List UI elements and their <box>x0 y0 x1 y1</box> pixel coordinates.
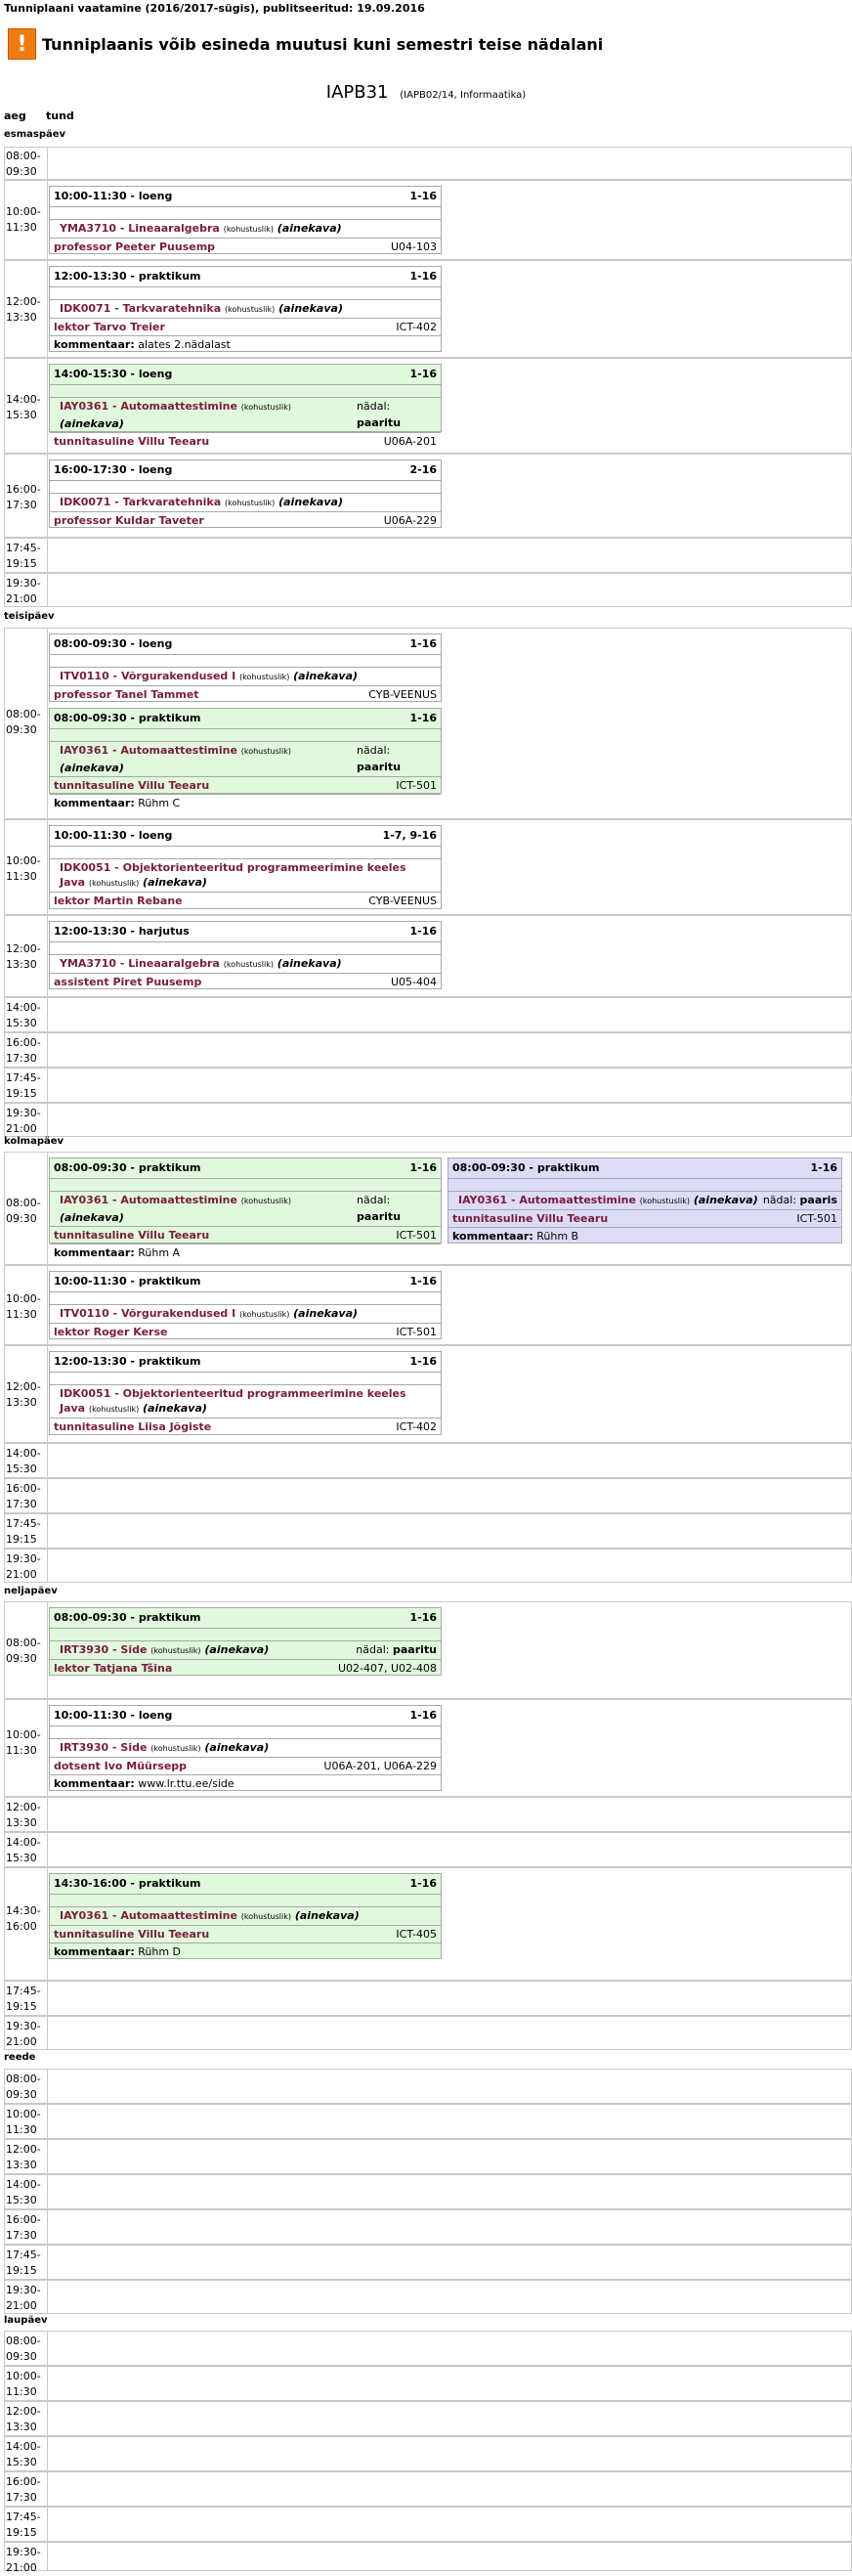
teacher-link[interactable]: lektor Roger Kerse <box>54 1326 168 1338</box>
time-label: 16:00- 17:30 <box>6 1036 41 1065</box>
comment-label: kommentaar: <box>452 1230 533 1243</box>
time-label: 14:00- 15:30 <box>6 2440 41 2468</box>
subject-link[interactable]: ITV0110 - Võrgurakendused I <box>60 670 236 682</box>
teacher-link[interactable]: tunnitasuline Villu Teearu <box>54 1229 210 1242</box>
exclamation-icon: ! <box>8 28 36 60</box>
comment-label: kommentaar: <box>54 797 135 809</box>
time-label: 10:00- 11:30 <box>6 2370 41 2398</box>
subject-link[interactable]: IAY0361 - Automaattestimine <box>60 744 237 757</box>
time-label: 19:30- 21:00 <box>6 1107 41 1135</box>
time-row <box>4 1068 852 1103</box>
lesson-time-type: 08:00-09:30 - praktikum <box>452 1161 600 1174</box>
lesson-time-type: 08:00-09:30 - loeng <box>54 637 173 650</box>
time-row <box>4 2016 852 2050</box>
time-row <box>4 819 852 915</box>
lesson-weeks: 1-16 <box>409 1355 437 1368</box>
lesson-time-type: 12:00-13:30 - harjutus <box>54 925 190 938</box>
subject-link[interactable]: IAY0361 - Automaattestimine <box>458 1194 636 1206</box>
time-label: 16:00- 17:30 <box>6 483 41 511</box>
room: CYB-VEENUS <box>368 688 437 701</box>
room: ICT-501 <box>396 779 437 792</box>
room: U05-404 <box>390 976 437 988</box>
time-label: 10:00- 11:30 <box>6 205 41 234</box>
syllabus-link[interactable]: (ainekava) <box>278 302 343 315</box>
lesson-card[interactable] <box>49 921 442 989</box>
teacher-link[interactable]: tunnitasuline Villu Teearu <box>54 435 210 448</box>
room: ICT-402 <box>396 1420 437 1433</box>
time-row <box>4 1797 852 1832</box>
time-row <box>4 1345 852 1443</box>
teacher-link[interactable]: assistent Piret Puusemp <box>54 976 202 988</box>
lesson-time-type: 10:00-11:30 - praktikum <box>54 1275 201 1288</box>
lesson-card[interactable] <box>49 266 442 352</box>
mandatory-label: (kohustuslik) <box>150 1646 201 1655</box>
time-row <box>4 1867 852 1981</box>
lesson-weeks: 1-16 <box>409 712 437 724</box>
time-label: 08:00- 09:30 <box>6 150 41 178</box>
teacher-link[interactable]: dotsent Ivo Müürsepp <box>54 1760 188 1772</box>
lesson-time-type: 12:00-13:30 - praktikum <box>54 1355 201 1368</box>
lesson-weeks: 1-16 <box>409 270 437 283</box>
teacher-link[interactable]: professor Tanel Tammet <box>54 688 199 701</box>
time-label: 16:00- 17:30 <box>6 1482 41 1510</box>
subject-link-cont[interactable]: Java <box>60 876 86 889</box>
time-label: 14:00- 15:30 <box>6 1001 41 1029</box>
room: CYB-VEENUS <box>368 895 437 907</box>
time-row <box>4 147 852 180</box>
subject-link-cont[interactable]: Java <box>60 1402 86 1415</box>
teacher-link[interactable]: tunnitasuline Villu Teearu <box>452 1212 609 1225</box>
room: ICT-402 <box>396 321 437 333</box>
mandatory-label: (kohustuslik) <box>88 1405 140 1414</box>
subject-link[interactable]: IAY0361 - Automaattestimine <box>60 400 237 413</box>
time-label: 12:00- 13:30 <box>6 2143 41 2171</box>
week-label: nädal: <box>357 744 391 757</box>
lesson-weeks: 1-16 <box>810 1161 837 1174</box>
time-label: 10:00- 11:30 <box>6 854 41 883</box>
lesson-weeks: 1-16 <box>409 190 437 202</box>
mandatory-label: (kohustuslik) <box>150 1744 201 1753</box>
syllabus-link[interactable]: (ainekava) <box>60 417 124 430</box>
room: ICT-405 <box>396 1928 437 1941</box>
time-label: 14:00- 15:30 <box>6 2178 41 2206</box>
subject-link[interactable]: IRT3930 - Side <box>60 1741 148 1754</box>
teacher-link[interactable]: tunnitasuline Liisa Jõgiste <box>54 1420 212 1433</box>
time-row <box>4 2104 852 2139</box>
time-label: 14:00- 15:30 <box>6 393 41 421</box>
time-label: 19:30- 21:00 <box>6 2546 41 2574</box>
time-row <box>4 1832 852 1867</box>
teacher-link[interactable]: lektor Tarvo Treier <box>54 321 165 333</box>
time-row <box>4 2069 852 2104</box>
week-type: paaritu <box>357 1210 402 1223</box>
time-label: 10:00- 11:30 <box>6 2108 41 2136</box>
comment-label: kommentaar: <box>54 338 135 351</box>
time-row <box>4 1981 852 2016</box>
time-row <box>4 1152 852 1265</box>
time-label: 17:45- 19:15 <box>6 2249 41 2277</box>
mandatory-label: (kohustuslik) <box>239 1310 290 1319</box>
mandatory-label: (kohustuslik) <box>239 673 290 681</box>
time-label: 17:45- 19:15 <box>6 2511 41 2539</box>
time-label: 16:00- 17:30 <box>6 2475 41 2504</box>
time-row <box>4 2280 852 2314</box>
lesson-weeks: 1-16 <box>409 637 437 650</box>
week-label: nädal: <box>356 1643 390 1656</box>
time-label: 10:00- 11:30 <box>6 1728 41 1757</box>
teacher-link[interactable]: lektor Martin Rebane <box>54 895 183 907</box>
syllabus-link[interactable]: (ainekava) <box>60 1211 124 1224</box>
lesson-time-type: 16:00-17:30 - loeng <box>54 463 173 476</box>
week-type: paaritu <box>357 416 402 429</box>
time-row <box>4 1443 852 1478</box>
lesson-weeks: 1-16 <box>409 1275 437 1288</box>
time-label: 08:00- 09:30 <box>6 2335 41 2363</box>
lesson-weeks: 2-16 <box>409 463 437 476</box>
lesson-time-type: 14:30-16:00 - praktikum <box>54 1877 201 1890</box>
mandatory-label: (kohustuslik) <box>240 1912 291 1921</box>
time-row <box>4 1513 852 1549</box>
syllabus-link[interactable]: (ainekava) <box>143 876 207 889</box>
time-label: 08:00- 09:30 <box>6 1197 41 1225</box>
lesson-card[interactable] <box>49 459 442 528</box>
week-label: nädal: <box>357 1194 391 1206</box>
teacher-link[interactable]: tunnitasuline Villu Teearu <box>54 779 210 792</box>
room: U04-103 <box>390 240 437 253</box>
time-row <box>4 358 852 454</box>
lesson-weeks: 1-16 <box>409 1709 437 1722</box>
syllabus-link[interactable]: (ainekava) <box>277 957 342 970</box>
time-row <box>4 2245 852 2280</box>
time-label: 12:00- 13:30 <box>6 1380 41 1409</box>
room: U06A-201, U06A-229 <box>323 1760 437 1772</box>
day-label-thursday: neljapäev <box>4 1586 58 1596</box>
time-label: 08:00- 09:30 <box>6 1637 41 1665</box>
time-row <box>4 628 852 819</box>
time-label: 12:00- 13:30 <box>6 942 41 971</box>
syllabus-link[interactable]: (ainekava) <box>278 496 343 508</box>
warning-banner <box>8 27 603 61</box>
teacher-link[interactable]: professor Peeter Puusemp <box>54 240 216 253</box>
subject-link[interactable]: IDK0051 - Objektorienteeritud programmeerimine keeles <box>60 861 406 874</box>
group-subtitle: (IAPB02/14, Informaatika) <box>400 90 527 101</box>
lesson-time-type: 10:00-11:30 - loeng <box>54 829 173 842</box>
lesson-time-type: 12:00-13:30 - praktikum <box>54 270 201 283</box>
time-row <box>4 1265 852 1345</box>
lesson-weeks: 1-16 <box>409 1877 437 1890</box>
time-label: 10:00- 11:30 <box>6 1292 41 1321</box>
time-row <box>4 2174 852 2209</box>
time-row <box>4 2139 852 2174</box>
comment-text: Rühm B <box>536 1230 579 1243</box>
mandatory-label: (kohustuslik) <box>223 960 274 969</box>
time-row <box>4 260 852 358</box>
subject-link[interactable]: YMA3710 - Lineaaralgebra <box>60 222 220 235</box>
group-name: IAPB31 <box>325 82 389 103</box>
time-label: 19:30- 21:00 <box>6 577 41 605</box>
time-label: 19:30- 21:00 <box>6 1552 41 1581</box>
syllabus-link[interactable]: (ainekava) <box>60 762 124 774</box>
comment-text: alates 2.nädalast <box>138 338 231 351</box>
subject-link[interactable]: IDK0071 - Tarkvaratehnika <box>60 496 222 508</box>
mandatory-label: (kohustuslik) <box>240 1197 291 1205</box>
syllabus-link[interactable]: (ainekava) <box>277 222 342 235</box>
time-row <box>4 573 852 607</box>
subject-link[interactable]: ITV0110 - Võrgurakendused I <box>60 1307 236 1320</box>
subject-link[interactable]: IAY0361 - Automaattestimine <box>60 1909 237 1922</box>
lesson-card[interactable] <box>49 186 442 254</box>
time-row <box>4 1601 852 1699</box>
time-row <box>4 2471 852 2507</box>
comment-text: Rühm D <box>138 1945 182 1958</box>
lesson-time-type: 14:00-15:30 - loeng <box>54 368 173 380</box>
time-label: 17:45- 19:15 <box>6 1985 41 2013</box>
lesson-card[interactable] <box>49 1351 442 1435</box>
mandatory-label: (kohustuslik) <box>639 1197 690 1205</box>
subject-link[interactable]: IDK0051 - Objektorienteeritud programmeerimine keeles <box>60 1387 406 1400</box>
mandatory-label: (kohustuslik) <box>223 225 274 234</box>
time-label: 16:00- 17:30 <box>6 2213 41 2242</box>
lesson-card[interactable] <box>49 1607 442 1676</box>
teacher-link[interactable]: professor Kuldar Taveter <box>54 514 204 527</box>
lesson-card[interactable] <box>49 708 442 809</box>
mandatory-label: (kohustuslik) <box>225 499 276 507</box>
page-title: Tunniplaani vaatamine (2016/2017-sügis), publitseeritud: 19.09.2016 <box>4 2 425 15</box>
time-label: 12:00- 13:30 <box>6 2405 41 2433</box>
time-row <box>4 915 852 997</box>
room: ICT-501 <box>796 1212 837 1225</box>
subject-link[interactable]: YMA3710 - Lineaaralgebra <box>60 957 220 970</box>
group-heading <box>0 82 852 103</box>
lesson-card[interactable] <box>49 364 442 448</box>
mandatory-label: (kohustuslik) <box>88 879 140 888</box>
lesson-card[interactable] <box>49 825 442 909</box>
lesson-card[interactable] <box>49 633 442 702</box>
lesson-time-type: 10:00-11:30 - loeng <box>54 1709 173 1722</box>
syllabus-link[interactable]: (ainekava) <box>294 1909 360 1922</box>
comment-label: kommentaar: <box>54 1246 135 1259</box>
time-row <box>4 1103 852 1137</box>
week-label: nädal: <box>762 1194 797 1206</box>
time-label: 12:00- 13:30 <box>6 1801 41 1829</box>
teacher-link[interactable]: tunnitasuline Villu Teearu <box>54 1928 210 1941</box>
time-row <box>4 180 852 260</box>
time-label: 17:45- 19:15 <box>6 1071 41 1100</box>
lesson-card[interactable] <box>49 1705 442 1791</box>
day-label-tuesday: teisipäev <box>4 611 55 622</box>
syllabus-link[interactable]: (ainekava) <box>693 1194 758 1206</box>
time-label: 14:00- 15:30 <box>6 1836 41 1864</box>
time-row <box>4 997 852 1032</box>
subject-link[interactable]: IRT3930 - Side <box>60 1643 148 1656</box>
comment-text: Rühm C <box>138 797 181 809</box>
time-row <box>4 2331 852 2366</box>
syllabus-link[interactable]: (ainekava) <box>204 1643 270 1656</box>
time-row <box>4 1032 852 1068</box>
syllabus-link[interactable]: (ainekava) <box>293 1307 359 1320</box>
lesson-card[interactable] <box>49 1873 442 1959</box>
comment-link[interactable]: www.lr.ttu.ee/side <box>138 1777 234 1790</box>
time-row <box>4 2436 852 2471</box>
week-type: paaris <box>799 1194 837 1206</box>
mandatory-label: (kohustuslik) <box>240 403 291 412</box>
room: ICT-501 <box>396 1326 437 1338</box>
time-label: 19:30- 21:00 <box>6 2020 41 2048</box>
comment-label: kommentaar: <box>54 1777 135 1790</box>
time-row <box>4 1699 852 1797</box>
lesson-card[interactable] <box>49 1157 442 1259</box>
room: ICT-501 <box>396 1229 437 1242</box>
time-label: 08:00- 09:30 <box>6 708 41 736</box>
time-label: 12:00- 13:30 <box>6 295 41 324</box>
day-label-wednesday: kolmapäev <box>4 1136 64 1147</box>
room: U02-407, U02-408 <box>337 1662 437 1675</box>
day-label-saturday: laupäev <box>4 2315 48 2326</box>
time-row <box>4 538 852 573</box>
week-type: paaritu <box>392 1643 437 1656</box>
time-row <box>4 454 852 538</box>
column-header-time: aeg <box>4 109 26 122</box>
lesson-weeks: 1-16 <box>409 368 437 380</box>
time-row <box>4 2209 852 2245</box>
room: U06A-201 <box>383 435 437 448</box>
room: U06A-229 <box>383 514 437 527</box>
column-header-lesson: tund <box>46 109 74 122</box>
week-label: nädal: <box>357 400 391 413</box>
time-row <box>4 2542 852 2574</box>
time-label: 14:30- 16:00 <box>6 1904 41 1933</box>
time-row <box>4 2366 852 2401</box>
lesson-time-type: 10:00-11:30 - loeng <box>54 190 173 202</box>
syllabus-link[interactable]: (ainekava) <box>143 1402 207 1415</box>
time-row <box>4 1478 852 1513</box>
subject-link[interactable]: IAY0361 - Automaattestimine <box>60 1194 237 1206</box>
lesson-weeks: 1-16 <box>409 1611 437 1624</box>
mandatory-label: (kohustuslik) <box>225 305 276 314</box>
time-row <box>4 2401 852 2436</box>
comment-label: kommentaar: <box>54 1945 135 1958</box>
day-label-monday: esmaspäev <box>4 129 66 140</box>
time-label: 08:00- 09:30 <box>6 2073 41 2101</box>
syllabus-link[interactable]: (ainekava) <box>204 1741 270 1754</box>
warning-text: Tunniplaanis võib esineda muutusi kuni semestri teise nädalani <box>42 34 604 54</box>
lesson-time-type: 08:00-09:30 - praktikum <box>54 1161 201 1174</box>
time-label: 17:45- 19:15 <box>6 542 41 570</box>
lesson-card[interactable] <box>447 1157 842 1244</box>
teacher-link[interactable]: lektor Tatjana Tšina <box>54 1662 173 1675</box>
time-label: 19:30- 21:00 <box>6 2284 41 2312</box>
time-label: 17:45- 19:15 <box>6 1517 41 1546</box>
lesson-weeks: 1-16 <box>409 1161 437 1174</box>
time-row <box>4 1549 852 1583</box>
day-label-friday: reede <box>4 2052 36 2063</box>
lesson-time-type: 08:00-09:30 - praktikum <box>54 712 201 724</box>
time-row <box>4 2507 852 2542</box>
lesson-card[interactable] <box>49 1271 442 1339</box>
syllabus-link[interactable]: (ainekava) <box>293 670 359 682</box>
subject-link[interactable]: IDK0071 - Tarkvaratehnika <box>60 302 222 315</box>
lesson-weeks: 1-16 <box>409 925 437 938</box>
lesson-time-type: 08:00-09:30 - praktikum <box>54 1611 201 1624</box>
week-type: paaritu <box>357 761 402 773</box>
comment-text: Rühm A <box>138 1246 181 1259</box>
mandatory-label: (kohustuslik) <box>240 747 291 756</box>
lesson-weeks: 1-7, 9-16 <box>382 829 437 842</box>
time-label: 14:00- 15:30 <box>6 1447 41 1475</box>
